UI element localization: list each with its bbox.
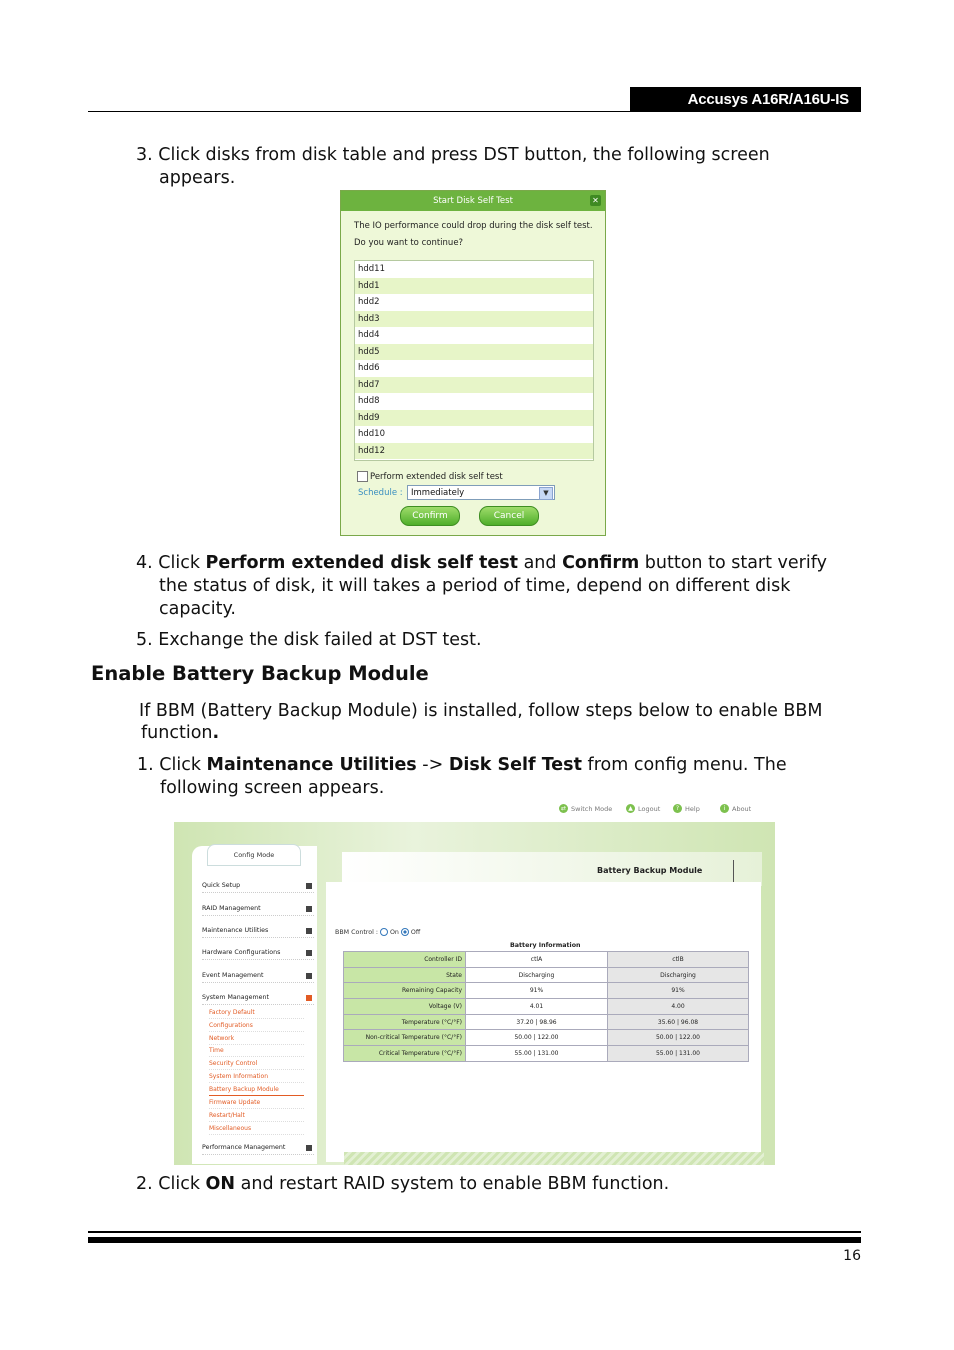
table-cell-label: State xyxy=(344,967,466,983)
disk-list-item[interactable]: hdd10 xyxy=(358,429,385,439)
table-cell-label: Non-critical Temperature (°C/°F) xyxy=(344,1030,466,1046)
disk-list-item[interactable]: hdd3 xyxy=(355,311,593,328)
bbm-screenshot xyxy=(174,800,775,1165)
dialog-title: Start Disk Self Test xyxy=(433,196,513,206)
menu-hardware-configurations[interactable] xyxy=(202,947,314,960)
step3-line2: appears. xyxy=(159,168,236,188)
table-cell-v1: 37.20 | 98.96 xyxy=(466,1014,608,1030)
table-row xyxy=(344,1014,749,1030)
start-disk-self-test-dialog xyxy=(340,190,606,536)
table-cell-v1: 50.00 | 122.00 xyxy=(466,1030,608,1046)
footer-rule-thin xyxy=(88,1231,861,1233)
tab-config-mode[interactable]: Config Mode xyxy=(207,844,301,866)
table-cell-v2: 55.00 | 131.00 xyxy=(608,1046,749,1062)
table-cell-v2: 4.00 xyxy=(608,999,749,1015)
footer-rule-thick xyxy=(88,1237,861,1243)
intro-line2 xyxy=(141,722,219,745)
about-icon: i xyxy=(720,804,729,813)
submenu-security-control[interactable]: Security Control xyxy=(209,1058,304,1070)
step4-line3: capacity. xyxy=(159,599,236,619)
menu-label: Event Management xyxy=(202,972,264,979)
logout-link[interactable] xyxy=(626,804,660,813)
logout-label: Logout xyxy=(638,804,661,813)
bbm-control-label: BBM Control : xyxy=(335,928,378,936)
table-cell-label: Voltage (V) xyxy=(344,999,466,1015)
disk-list-item[interactable]: hdd8 xyxy=(358,396,380,406)
about-link[interactable] xyxy=(720,804,751,813)
step1-line2: following screen appears. xyxy=(160,778,385,798)
intro-line2-text: function xyxy=(141,723,213,743)
table-cell-v1: ctlA xyxy=(466,952,608,968)
disk-list-item[interactable]: hdd5 xyxy=(355,344,593,361)
table-cell-v2: 50.00 | 122.00 xyxy=(608,1030,749,1046)
bbm-off-label: Off xyxy=(410,928,421,936)
step1-bold1: Maintenance Utilities xyxy=(206,755,417,775)
switch-mode-label: Switch Mode xyxy=(571,804,613,813)
menu-system-management[interactable] xyxy=(202,992,314,1005)
confirm-button[interactable]: Confirm xyxy=(400,506,460,526)
disk-list-item[interactable]: hdd6 xyxy=(358,363,380,373)
step4-bold2: Confirm xyxy=(562,553,640,573)
extended-test-checkbox[interactable] xyxy=(357,471,368,482)
submenu-system-information[interactable]: System Information xyxy=(209,1071,304,1083)
chevron-down-icon[interactable]: ▼ xyxy=(539,487,553,500)
expand-icon xyxy=(306,1145,312,1151)
logout-icon: ▲ xyxy=(626,804,635,813)
table-cell-v1: 55.00 | 131.00 xyxy=(466,1046,608,1062)
menu-maintenance-utilities[interactable] xyxy=(202,925,314,938)
expand-icon xyxy=(306,906,312,912)
app-frame xyxy=(174,822,775,1165)
step4-prefix: 4. Click xyxy=(136,553,206,573)
help-icon: ? xyxy=(673,804,682,813)
step3-line1: 3. Click disks from disk table and press DST button, the following screen xyxy=(136,145,770,165)
expand-icon xyxy=(306,883,312,889)
table-row xyxy=(344,1046,749,1062)
table-cell-v1: 91% xyxy=(466,983,608,999)
header-rule xyxy=(88,111,861,112)
switch-mode-link[interactable] xyxy=(559,804,612,813)
bbm-control xyxy=(335,928,420,936)
table-row xyxy=(344,967,749,983)
step4-line2: the status of disk, it will takes a period of time, depend on different disk xyxy=(159,576,791,596)
submenu-time[interactable]: Time xyxy=(209,1045,304,1057)
step4-line1 xyxy=(136,552,827,575)
bbm-on-radio[interactable] xyxy=(380,928,388,936)
decorative-footer xyxy=(344,1152,764,1165)
table-row xyxy=(344,983,749,999)
switch-mode-icon: ⇄ xyxy=(560,805,567,812)
step1-line1 xyxy=(137,754,787,777)
submenu-restart-halt[interactable]: Restart/Halt xyxy=(209,1110,304,1122)
menu-label: Maintenance Utilities xyxy=(202,927,269,934)
table-cell-v2: ctlB xyxy=(608,952,749,968)
table-cell-v1: Discharging xyxy=(466,967,608,983)
schedule-value: Immediately xyxy=(411,488,465,498)
title-divider xyxy=(733,860,734,882)
disk-list[interactable] xyxy=(354,260,594,461)
extended-test-label: Perform extended disk self test xyxy=(370,471,503,482)
step1-arrow: -> xyxy=(416,755,449,775)
step2 xyxy=(136,1173,669,1196)
disk-list-item[interactable]: hdd4 xyxy=(358,330,380,340)
expand-icon xyxy=(306,973,312,979)
step1-prefix: 1. Click xyxy=(137,755,207,775)
step2-bold: ON xyxy=(205,1174,236,1194)
close-icon[interactable]: ✕ xyxy=(590,195,601,206)
expand-icon xyxy=(306,950,312,956)
step4-suffix: button to start verify xyxy=(639,553,827,573)
step4-mid: and xyxy=(518,553,563,573)
intro-period: . xyxy=(212,723,220,743)
table-cell-label: Remaining Capacity xyxy=(344,983,466,999)
disk-list-item[interactable]: hdd7 xyxy=(355,377,593,394)
battery-info-table xyxy=(343,951,749,1062)
schedule-select[interactable] xyxy=(407,485,555,500)
menu-label: System Management xyxy=(202,994,269,1001)
cancel-button[interactable]: Cancel xyxy=(479,506,539,526)
help-link[interactable] xyxy=(673,804,700,813)
table-row xyxy=(344,1030,749,1046)
about-label: About xyxy=(732,804,752,813)
table-cell-label: Critical Temperature (°C/°F) xyxy=(344,1046,466,1062)
disk-list-item[interactable]: hdd11 xyxy=(358,264,385,274)
menu-label: Quick Setup xyxy=(202,882,241,889)
intro-line1: If BBM (Battery Backup Module) is installed, follow steps below to enable BBM xyxy=(139,701,823,721)
table-cell-v2: 91% xyxy=(608,983,749,999)
schedule-label: Schedule : xyxy=(358,488,403,498)
battery-info-title: Battery Information xyxy=(510,942,581,949)
extended-test-checkbox-row[interactable] xyxy=(357,471,503,482)
submenu-factory-default[interactable]: Factory Default xyxy=(209,1007,304,1019)
table-cell-v2: Discharging xyxy=(608,967,749,983)
disk-list-item[interactable]: hdd1 xyxy=(355,278,593,295)
table-cell-label: Controller ID xyxy=(344,952,466,968)
page-title: Battery Backup Module xyxy=(597,866,703,875)
page-number: 16 xyxy=(843,1248,861,1264)
step2-suffix: and restart RAID system to enable BBM function. xyxy=(235,1174,670,1194)
table-row xyxy=(344,952,749,968)
disk-list-item[interactable]: hdd12 xyxy=(355,443,593,460)
submenu-firmware-update[interactable]: Firmware Update xyxy=(209,1097,304,1109)
product-header-tag: Accusys A16R/A16U-IS xyxy=(630,87,861,112)
collapse-icon xyxy=(306,995,312,1001)
step4-bold1: Perform extended disk self test xyxy=(205,553,518,573)
menu-quick-setup[interactable] xyxy=(202,880,314,893)
step1-bold2: Disk Self Test xyxy=(448,755,582,775)
disk-list-item[interactable]: hdd9 xyxy=(355,410,593,427)
dialog-titlebar xyxy=(341,191,605,211)
submenu-miscellaneous[interactable]: Miscellaneous xyxy=(209,1123,304,1135)
step5: 5. Exchange the disk failed at DST test. xyxy=(136,630,482,650)
submenu-network[interactable]: Network xyxy=(209,1033,304,1045)
submenu-configurations[interactable]: Configurations xyxy=(209,1020,304,1032)
submenu-battery-backup-module[interactable]: Battery Backup Module xyxy=(209,1084,304,1096)
top-bar xyxy=(174,800,775,822)
table-cell-label: Temperature (°C/°F) xyxy=(344,1014,466,1030)
menu-event-management[interactable] xyxy=(202,970,314,983)
menu-label: Hardware Configurations xyxy=(202,949,281,956)
disk-list-item[interactable]: hdd2 xyxy=(358,297,380,307)
bbm-on-label: On xyxy=(389,928,399,936)
menu-label: Performance Management xyxy=(202,1144,286,1151)
step2-prefix: 2. Click xyxy=(136,1174,206,1194)
table-cell-v1: 4.01 xyxy=(466,999,608,1015)
menu-raid-management[interactable] xyxy=(202,903,314,916)
step1-suffix: from config menu. The xyxy=(581,755,787,775)
section-heading: Enable Battery Backup Module xyxy=(91,662,429,685)
menu-performance-management[interactable] xyxy=(202,1142,314,1155)
bbm-off-radio[interactable] xyxy=(401,928,409,936)
help-label: Help xyxy=(685,804,700,813)
dialog-message-1: The IO performance could drop during the disk self test. xyxy=(354,221,593,231)
menu-label: RAID Management xyxy=(202,905,261,912)
dialog-message-2: Do you want to continue? xyxy=(354,238,464,248)
table-row xyxy=(344,999,749,1015)
expand-icon xyxy=(306,928,312,934)
table-cell-v2: 35.60 | 96.08 xyxy=(608,1014,749,1030)
